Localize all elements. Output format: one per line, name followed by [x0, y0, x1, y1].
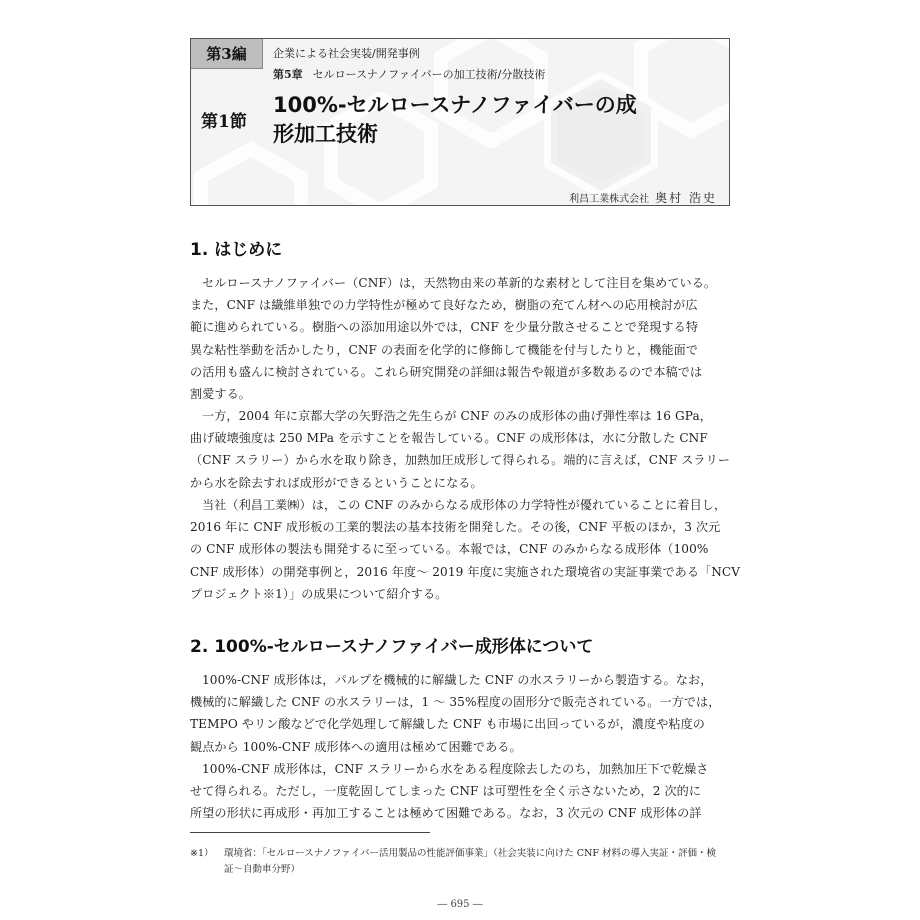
part-label: 第3編: [191, 39, 263, 69]
footnote-line-1: 環境省：「セルロースナノファイバー活用製品の性能評価事業」（社会実装に向けた CNF 材料の導入実証・評価・検: [224, 848, 717, 859]
section-heading-2: 2. 100%-セルロースナノファイバー成形体について: [190, 637, 594, 657]
text-line: 所望の形状に再成形・再加工することは極めて困難である。なお，3 次元の CNF 成形体の詳: [190, 806, 702, 821]
section-heading-1: 1. はじめに: [190, 240, 283, 260]
breadcrumb-part: 企業による社会実装/開発事例: [273, 47, 420, 60]
section2-paragraph-1: [190, 669, 730, 758]
author-name: 奥村 浩史: [655, 191, 717, 205]
text-line: 観点から 100%-CNF 成形体への適用は極めて困難である。: [190, 739, 522, 754]
text-line: TEMPO やリン酸などで化学処理して解繊した CNF も市場に出回っているが，濃度や粘度の: [190, 717, 705, 732]
chapter-label: 第5章: [273, 68, 303, 81]
text-line: 範に進められている。樹脂への添加用途以外では，CNF を少量分散させることで発現する特: [190, 320, 699, 335]
text-line: 2016 年に CNF 成形板の工業的製法の基本技術を開発した。その後，CNF 平板のほか，3 次元: [190, 520, 721, 535]
page-number: ― 695 ―: [437, 899, 483, 910]
chapter-title: セルロースナノファイバーの加工技術/分散技術: [312, 68, 546, 81]
footnote: [190, 846, 735, 878]
text-line: 割愛する。: [190, 387, 251, 402]
text-line: 一方，2004 年に京都大学の矢野浩之先生らが CNF のみの成形体の曲げ弾性率は 16 GPa，: [202, 409, 712, 423]
text-line: セルロースナノファイバー（CNF）は，天然物由来の革新的な素材として注目を集めている。: [202, 276, 717, 290]
text-line: プロジェクト※1）」の成果について紹介する。: [190, 586, 448, 601]
author-company: 利昌工業株式会社: [569, 194, 650, 205]
text-line: せて得られる。ただし，一度乾固してしまった CNF は可塑性を全く示さないため，2 次的に: [190, 784, 702, 799]
text-line: CNF 成形体）の開発事例と，2016 年度～ 2019 年度に実施された環境省の実証事業である「NCV: [190, 564, 741, 579]
footnote-line-2: 証～自動車分野）: [224, 864, 301, 875]
page-title: [273, 91, 713, 149]
footnote-text: [190, 846, 735, 878]
footnote-divider: [190, 832, 430, 833]
section1-paragraph-2: [190, 405, 730, 494]
breadcrumb-chapter: [273, 66, 545, 82]
chapter-header-box: [190, 38, 730, 206]
text-line: 100%-CNF 成形体は，パルプを機械的に解繊した CNF の水スラリーから製造する。なお，: [202, 673, 713, 687]
text-line: （CNF スラリー）から水を取り除き，加熱加圧成形して得られる。端的に言えば，CNF スラリー: [190, 453, 731, 468]
text-line: 曲げ破壊強度は 250 MPa を示すことを報告している。CNF の成形体は，水に分散した CNF: [190, 431, 708, 446]
text-line: 100%-CNF 成形体は，CNF スラリーから水をある程度除去したのち，加熱加圧下で乾燥さ: [202, 762, 709, 776]
section-label: 第1節: [201, 112, 247, 132]
title-line-1: 100%-セルロースナノファイバーの成: [273, 93, 637, 117]
text-line: 異な粘性挙動を活かしたり，CNF の表面を化学的に修飾して機能を付与したりと，機能面で: [190, 342, 699, 357]
author-credit: [569, 189, 717, 206]
text-line: の活用も盛んに検討されている。これら研究開発の詳細は報告や報道が多数あるので本稿では: [190, 364, 703, 379]
section1-paragraph-3: [190, 494, 741, 605]
title-line-2: 形加工技術: [273, 122, 378, 146]
text-line: の CNF 成形体の製法も開発するに至っている。本報では，CNF のみからなる成形体（100%: [190, 542, 709, 557]
text-line: また，CNF は繊維単独での力学特性が極めて良好なため，樹脂の充てん材への応用検討が広: [190, 298, 698, 313]
text-line: 当社（利昌工業㈱）は，この CNF のみからなる成形体の力学特性が優れていることに着目し，: [202, 498, 727, 512]
section2-paragraph-2: [190, 758, 730, 825]
section1-paragraph-1: [190, 272, 730, 405]
text-line: から水を除去すれば成形ができるということになる。: [190, 475, 483, 490]
text-line: 機械的に解繊した CNF の水スラリーは，1 ～ 35%程度の固形分で販売されている。一方では，: [190, 695, 721, 710]
footnote-mark: ※1）: [190, 848, 214, 859]
